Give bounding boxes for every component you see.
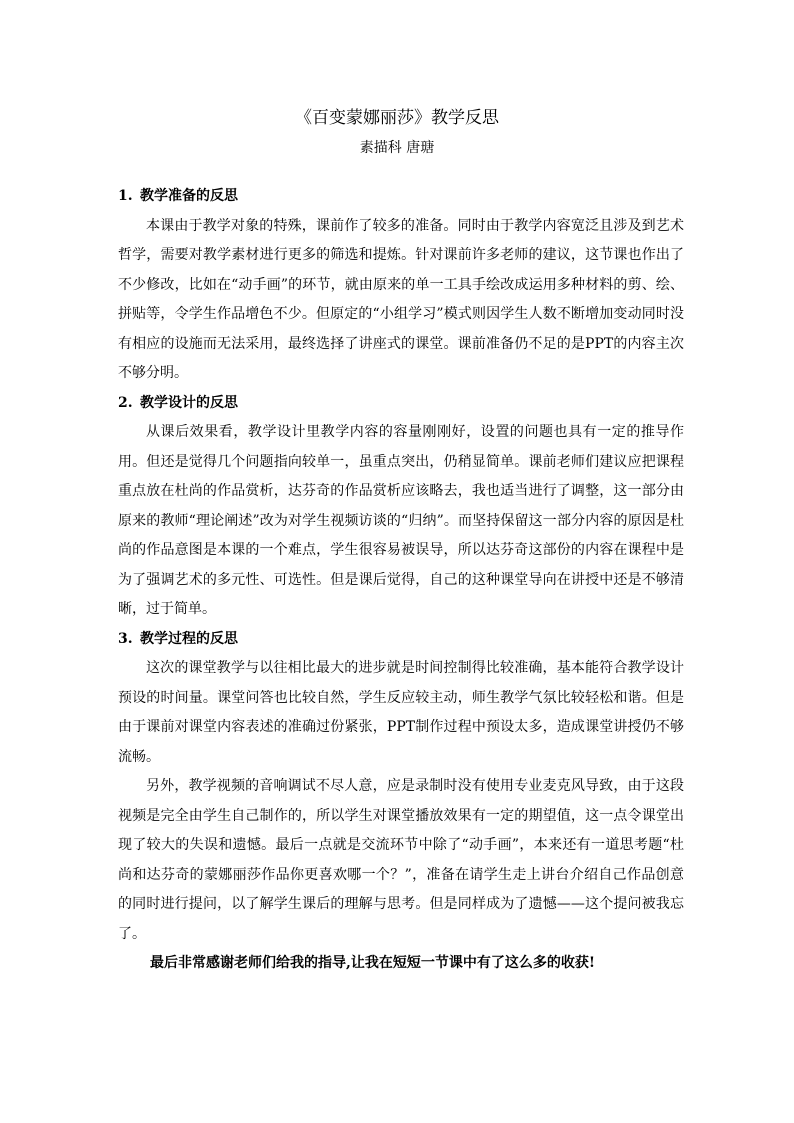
paragraph: 本课由于教学对象的特殊，课前作了较多的准备。同时由于教学内容宽泛且涉及到艺术哲学，需要对教学素材进行更多的筛选和提炼。针对课前许多老师的建议，这节课也作出了不少修改，比如在“动手画”的环节，就由原来的单一工具手绘改成运用多种材料的剪、绘、拼贴等，令学生作品增色不少。但原定的“小组学习”模式则因学生人数不断增加变动同时没有相应的设施而无法采用，最终选择了讲座式的课堂。课前准备仍不足的是PPT的内容主次不够分明。 [118, 217, 684, 381]
section-heading [118, 625, 684, 655]
section-heading [118, 182, 684, 212]
paragraph: 从课后效果看，教学设计里教学内容的容量刚刚好，设置的问题也具有一定的推导作用。但还是觉得几个问题指向较单一，虽重点突出，仍稍显简单。课前老师们建议应把课程重点放在杜尚的作品赏析，达芬奇的作品赏析应该略去，我也适当进行了调整，这一部分由原来的教师“理论阐述”改为对学生视频访谈的“归纳”。而坚持保留这一部分内容的原因是杜尚的作品意图是本课的一个难点，学生很容易被误导，所以达芬奇这部份的内容在课程中是为了强调艺术的多元性、可选性。但是课后觉得，自己的这种课堂导向在讲授中还是不够清晰，过于简单。 [118, 424, 684, 617]
section-preparation [118, 182, 684, 389]
section-design [118, 389, 684, 625]
section-process [118, 625, 684, 950]
document-body [118, 182, 684, 979]
document-title: 《百变蒙娜丽莎》教学反思 [295, 108, 499, 128]
section-heading [118, 389, 684, 419]
section-number: 2. [118, 394, 133, 411]
paragraph: 另外，教学视频的音响调试不尽人意，应是录制时没有使用专业麦克风导致，由于这段视频是完全由学生自己制作的，所以学生对课堂播放效果有一定的期望值，这一点令课堂出现了较大的失误和遗憾。最后一点就是交流环节中除了“动手画”，本来还有一道思考题“杜尚和达芬奇的蒙娜丽莎作品你更喜欢哪一个？”，准备在请学生走上讲台介绍自己作品创意的同时进行提问，以了解学生课后的理解与思考。但是同样成为了遗憾——这个提问被我忘了。 [118, 778, 684, 942]
section-title: 教学设计的反思 [140, 394, 238, 411]
section-number: 1. [118, 188, 133, 204]
section-number: 3. [118, 630, 133, 647]
document-author: 素描科 唐瑭 [359, 140, 435, 156]
section-title: 教学过程的反思 [140, 630, 238, 647]
closing-remark: 最后非常感谢老师们给我的指导,让我在短短一节课中有了这么多的收获! [150, 955, 596, 971]
section-title: 教学准备的反思 [140, 188, 238, 204]
paragraph: 这次的课堂教学与以往相比最大的进步就是时间控制得比较准确，基本能符合教学设计预设的时间量。课堂问答也比较自然，学生反应较主动，师生教学气氛比较轻松和谐。但是由于课前对课堂内容表述的准确过份紧张，PPT制作过程中预设太多，造成课堂讲授仍不够流畅。 [118, 660, 684, 765]
